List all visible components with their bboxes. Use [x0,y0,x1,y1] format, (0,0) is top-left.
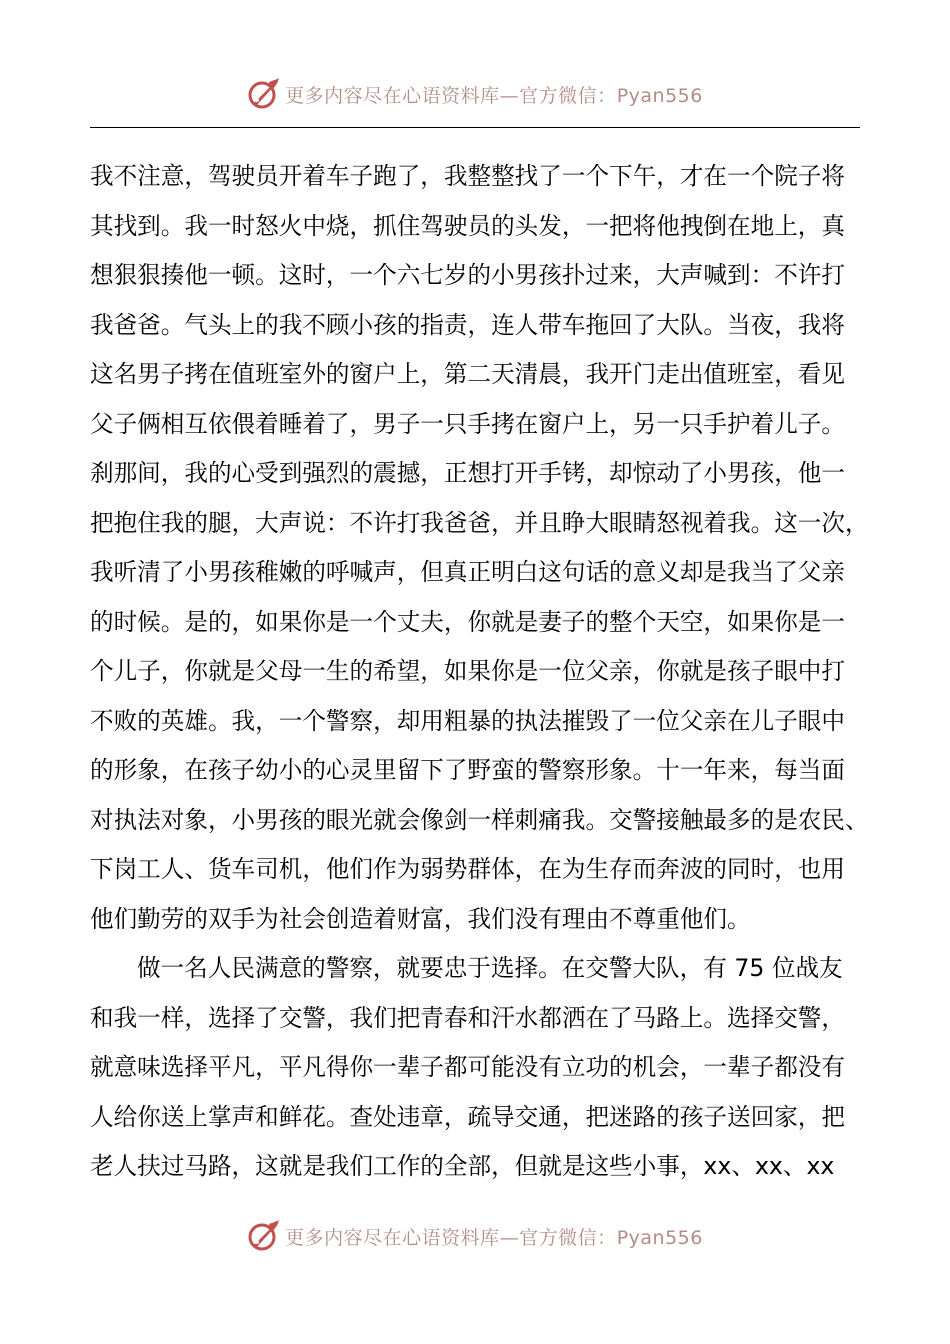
body-line: 父子俩相互依偎着睡着了，男子一只手拷在窗户上，另一只手护着儿子。 [90,409,845,438]
footer-site-name: 更多内容尽在心语资料库 [285,1226,500,1249]
body-line: 其找到。我一时怒火中烧，抓住驾驶员的头发，一把将他拽倒在地上，真 [90,211,845,240]
body-line: 我听清了小男孩稚嫩的呼喊声，但真正明白这句话的意义却是我当了父亲 [90,558,845,586]
body-line: 不败的英雄。我，一个警察，却用粗暴的执法摧毁了一位父亲在儿子眼中 [90,706,845,735]
footer-watermark [0,1214,950,1258]
body-line: 的时候。是的，如果你是一个丈夫，你就是妻子的整个天空，如果你是一 [90,607,845,636]
body-line: 这名男子拷在值班室外的窗户上，第二天清晨，我开门走出值班室，看见 [90,360,845,388]
header-dash: — [499,84,520,107]
header-divider [90,127,860,128]
body-line: 我爸爸。气头上的我不顾小孩的指责，连人带车拖回了大队。当夜，我将 [90,310,845,339]
body-line: 老人扶过马路，这就是我们工作的全部，但就是这些小事，xx、xx、xx [90,1152,835,1180]
body-line: 个儿子，你就是父母一生的希望，如果你是一位父亲，你就是孩子眼中打 [90,657,845,685]
document-body [90,152,870,1192]
body-line: 和我一样，选择了交警，我们把青春和汗水都洒在了马路上。选择交警， [90,1003,845,1032]
footer-wechat-id: Pyan556 [616,1226,703,1249]
header-watermark [0,72,950,116]
body-line: 的形象，在孩子幼小的心灵里留下了野蛮的警察形象。十一年来，每当面 [90,756,845,784]
footer-watermark-text [285,1223,703,1250]
quill-logo-icon [247,77,281,111]
header-site-name: 更多内容尽在心语资料库 [285,84,500,107]
body-line: 我不注意，驾驶员开着车子跑了，我整整找了一个下午，才在一个院子将 [90,162,845,190]
header-wechat-id: Pyan556 [616,84,703,107]
body-line: 对执法对象，小男孩的眼光就会像剑一样刺痛我。交警接触最多的是农民、 [90,805,869,834]
body-line: 把抱住我的腿，大声说：不许打我爸爸，并且睁大眼睛怒视着我。这一次， [90,508,869,537]
body-line: 刹那间，我的心受到强烈的震撼，正想打开手铐，却惊动了小男孩，他一 [90,459,845,487]
header-wechat-label: 官方微信： [519,84,617,107]
body-line: 想狠狠揍他一顿。这时，一个六七岁的小男孩扑过来，大声喊到：不许打 [90,261,845,289]
footer-wechat-label: 官方微信： [519,1226,617,1249]
quill-logo-icon [247,1219,281,1253]
body-line: 下岗工人、货车司机，他们作为弱势群体，在为生存而奔波的同时，也用 [90,855,845,883]
footer-dash: — [499,1226,520,1249]
body-line: 就意味选择平凡，平凡得你一辈子都可能没有立功的机会，一辈子都没有 [90,1053,845,1081]
header-watermark-text [285,81,703,108]
paragraph-start-line: 做一名人民满意的警察，就要忠于选择。在交警大队，有 75 位战友 [137,954,843,982]
body-line: 人给你送上掌声和鲜花。查处违章，疏导交通，把迷路的孩子送回家，把 [90,1102,845,1131]
body-line: 他们勤劳的双手为社会创造着财富，我们没有理由不尊重他们。 [90,904,751,933]
